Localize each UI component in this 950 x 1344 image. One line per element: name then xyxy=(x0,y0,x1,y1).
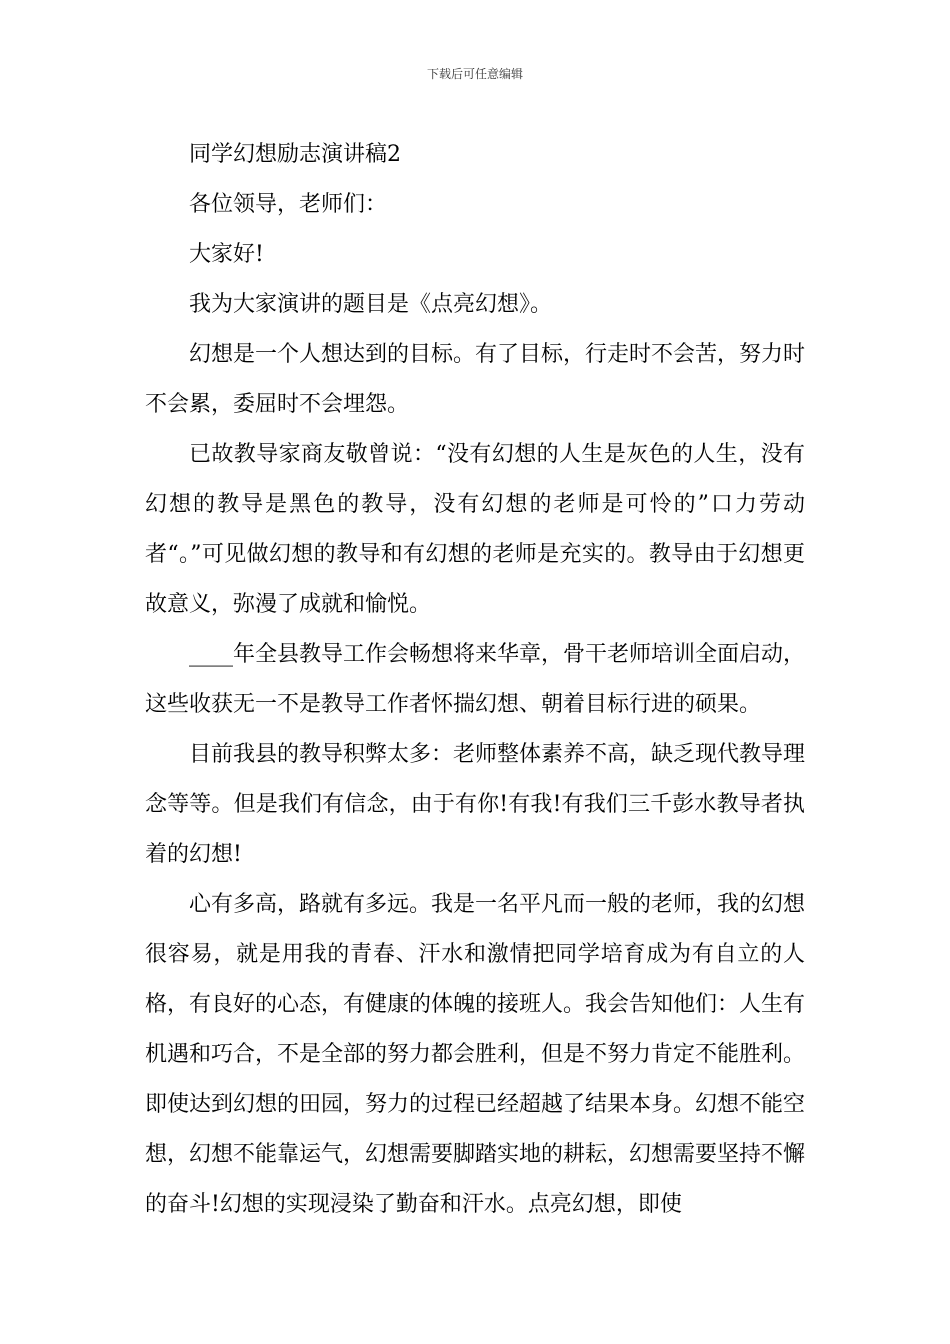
paragraph-greeting: 大家好! xyxy=(189,242,264,267)
paragraph-body: 心有多高，路就有多远。我是一名平凡而一般的老师，我的幻想很容易，就是用我的青春、汗水和激情把同学培育成为有自立的人格，有良好的心态，有健康的体魄的接班人。我会告知他们：人生有机遇和巧合，不是全部的努力都会胜利，但是不努力肯定不能胜利。即使达到幻想的田园，努力的过程已经超越了结果本身。幻想不能空想，幻想不能靠运气，幻想需要脚踏实地的耕耘，幻想需要坚持不懈的奋斗!幻想的实现浸染了勤奋和汗水。点亮幻想，即使 xyxy=(145,892,806,1217)
document-body xyxy=(145,130,805,1230)
document-title: 同学幻想励志演讲稿2 xyxy=(189,142,401,167)
paragraph-topic: 我为大家演讲的题目是《点亮幻想》。 xyxy=(189,292,553,317)
paragraph-body: 目前我县的教导积弊太多：老师整体素养不高，缺乏现代教导理念等等。但是我们有信念，由于有你!有我!有我们三千彭水教导者执着的幻想! xyxy=(145,742,806,867)
paragraph-body: 已故教导家商友敬曾说：“没有幻想的人生是灰色的人生，没有幻想的教导是黑色的教导，没有幻想的老师是可怜的”口力劳动者“。”可见做幻想的教导和有幻想的老师是充实的。教导由于幻想更故意义，弥漫了成就和愉悦。 xyxy=(145,442,805,617)
paragraph-body: 幻想是一个人想达到的目标。有了目标，行走时不会苦，努力时不会累，委屈时不会埋怨。 xyxy=(145,342,806,417)
page-header-note: 下载后可任意编辑 xyxy=(426,67,523,81)
paragraph-body: ____年全县教导工作会畅想将来华章，骨干老师培训全面启动，这些收获无一不是教导工作者怀揣幻想、朝着目标行进的硕果。 xyxy=(145,642,806,717)
paragraph-salutation: 各位领导，老师们： xyxy=(189,192,388,217)
